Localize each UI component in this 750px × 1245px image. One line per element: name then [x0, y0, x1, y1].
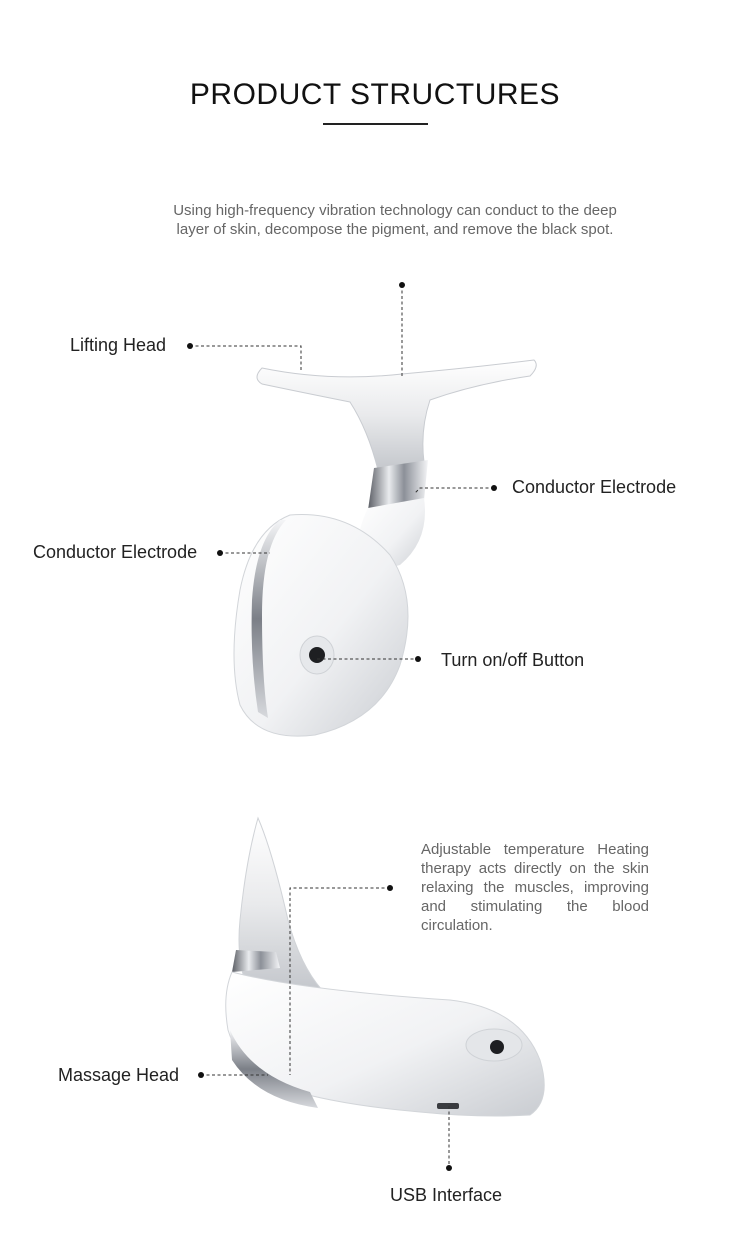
- label-lifting-head: Lifting Head: [70, 335, 167, 355]
- label-conductor-electrode-left: Conductor Electrode: [33, 542, 198, 562]
- label-conductor-electrode-right: Conductor Electrode: [512, 477, 677, 497]
- device-front-view: [234, 360, 536, 736]
- label-power-button: Turn on/off Button: [441, 650, 585, 670]
- heating-description: Adjustable temperature Heating therapy acts directly on the skin relaxing the muscles, improving and stimulating the blood circulation.: [421, 841, 649, 934]
- page-title: PRODUCT STRUCTURES: [189, 78, 561, 111]
- label-usb-interface: USB Interface: [390, 1185, 503, 1205]
- device-side-view: [226, 818, 544, 1116]
- vibration-description: Using high-frequency vibration technology can conduct to the deep layer of skin, decompose the pigment, and remove the black spot.: [173, 202, 617, 238]
- label-massage-head: Massage Head: [58, 1065, 180, 1085]
